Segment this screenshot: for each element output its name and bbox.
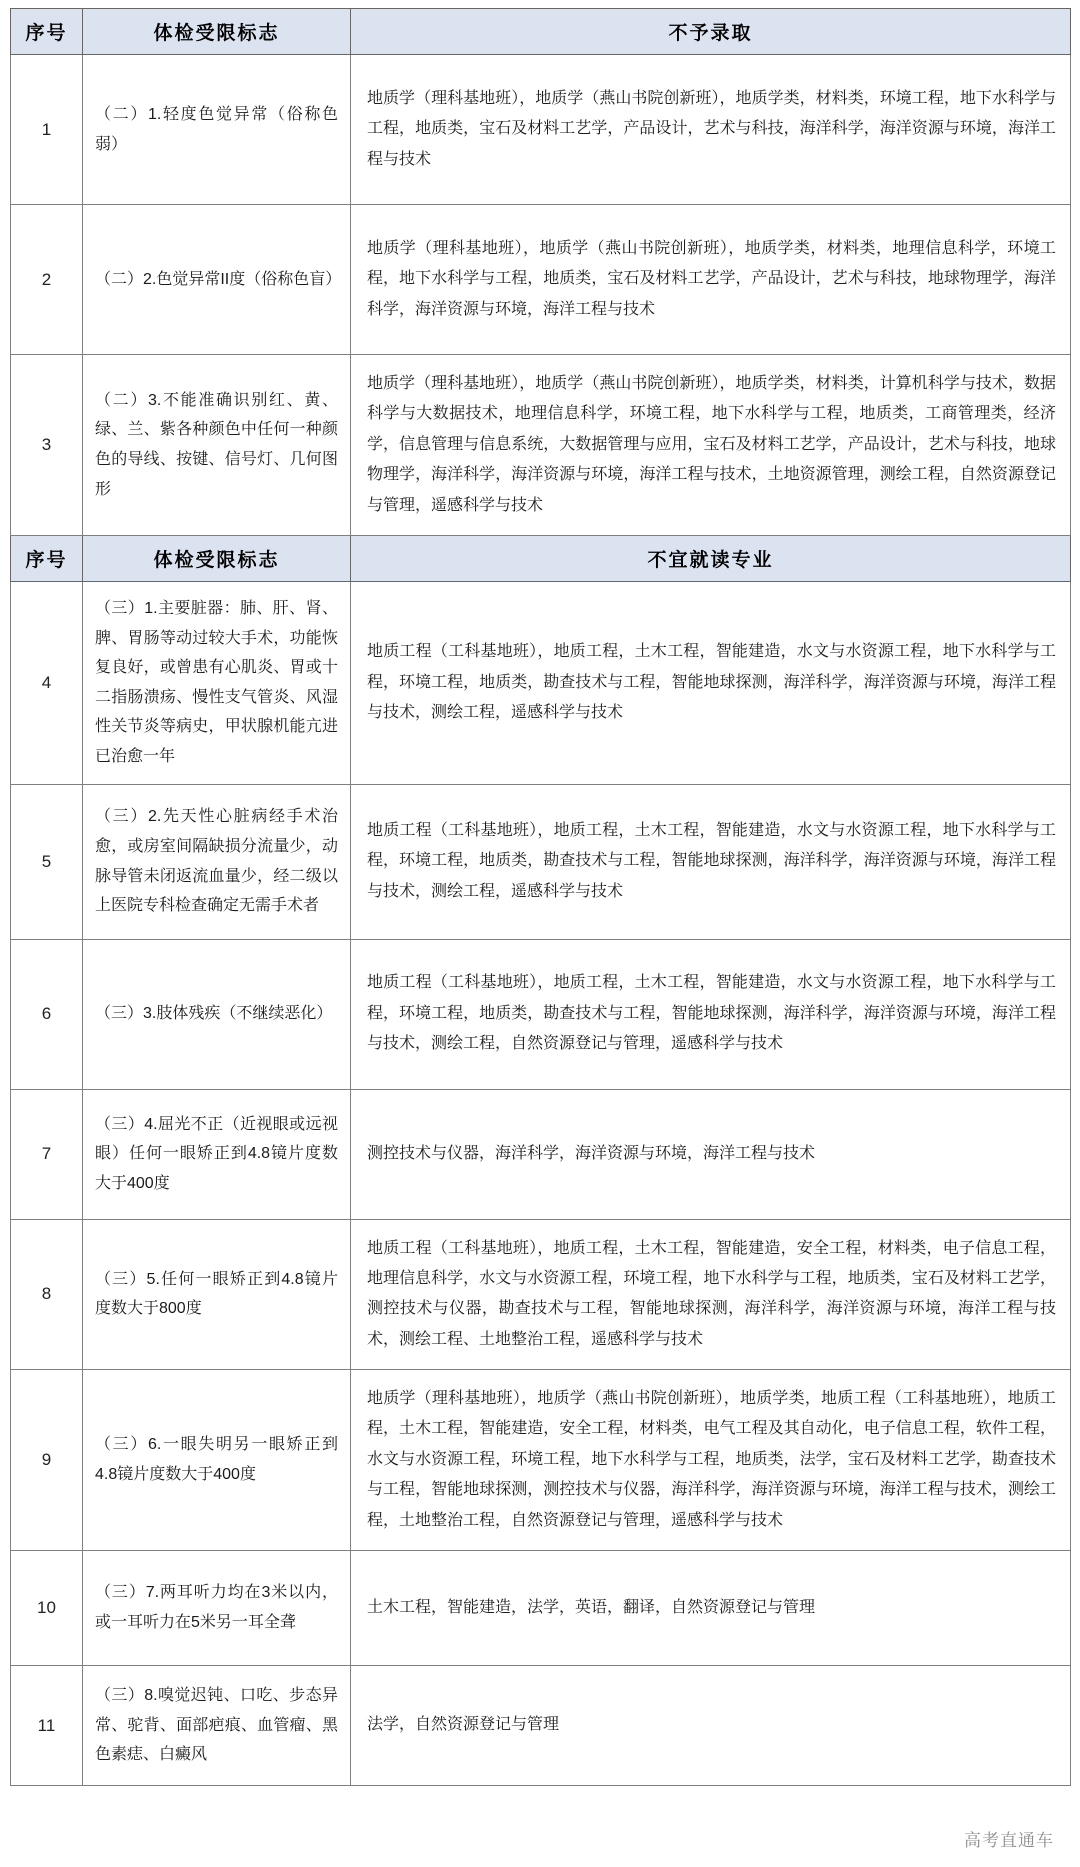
row-index: 6 <box>11 939 83 1089</box>
column-header-majors: 不予录取 <box>351 9 1071 55</box>
table-row <box>11 1370 1071 1551</box>
row-majors: 地质工程（工科基地班），地质工程，土木工程，智能建造，安全工程，材料类，电子信息工程，地理信息科学，水文与水资源工程，环境工程，地下水科学与工程，地质类，宝石及材料工艺学，测控技术与仪器，勘查技术与工程，智能地球探测，海洋科学，海洋资源与环境，海洋工程与技术，测绘工程、土地整治工程，遥感科学与技术 <box>351 1219 1071 1370</box>
row-sign: （二）3.不能准确识别红、黄、绿、兰、紫各种颜色中任何一种颜色的导线、按键、信号灯、几何图形 <box>83 355 351 536</box>
row-sign: （三）4.屈光不正（近视眼或远视眼）任何一眼矫正到4.8镜片度数大于400度 <box>83 1089 351 1219</box>
row-majors: 地质工程（工科基地班），地质工程，土木工程，智能建造，水文与水资源工程，地下水科学与工程，环境工程，地质类，勘查技术与工程，智能地球探测，海洋科学，海洋资源与环境，海洋工程与技术，测绘工程，遥感科学与技术 <box>351 581 1071 784</box>
row-index: 1 <box>11 55 83 205</box>
row-sign: （三）1.主要脏器：肺、肝、肾、脾、胃肠等动过较大手术，功能恢复良好，或曾患有心肌炎、胃或十二指肠溃疡、慢性支气管炎、风湿性关节炎等病史，甲状腺机能亢进已治愈一年 <box>83 581 351 784</box>
row-majors: 地质学（理科基地班），地质学（燕山书院创新班），地质学类，材料类，环境工程，地下水科学与工程，地质类，宝石及材料工艺学，产品设计，艺术与科技，海洋科学，海洋资源与环境，海洋工程与技术 <box>351 55 1071 205</box>
row-index: 7 <box>11 1089 83 1219</box>
table-row <box>11 581 1071 784</box>
column-header-index: 序号 <box>11 535 83 581</box>
medical-restriction-table <box>10 8 1071 1786</box>
table-row <box>11 355 1071 536</box>
row-index: 8 <box>11 1219 83 1370</box>
table-row <box>11 1666 1071 1786</box>
table-row <box>11 939 1071 1089</box>
table-row <box>11 205 1071 355</box>
column-header-sign: 体检受限标志 <box>83 535 351 581</box>
section-1-header-row <box>11 9 1071 55</box>
row-majors: 地质学（理科基地班），地质学（燕山书院创新班），地质学类，材料类，地理信息科学，环境工程，地下水科学与工程，地质类，宝石及材料工艺学，产品设计，艺术与科技，地球物理学，海洋科学，海洋资源与环境，海洋工程与技术 <box>351 205 1071 355</box>
row-majors: 土木工程，智能建造，法学，英语，翻译，自然资源登记与管理 <box>351 1551 1071 1666</box>
row-sign: （三）5.任何一眼矫正到4.8镜片度数大于800度 <box>83 1219 351 1370</box>
row-sign: （三）6.一眼失明另一眼矫正到4.8镜片度数大于400度 <box>83 1370 351 1551</box>
table-row <box>11 55 1071 205</box>
column-header-index: 序号 <box>11 9 83 55</box>
row-sign: （二）2.色觉异常II度（俗称色盲） <box>83 205 351 355</box>
row-index: 11 <box>11 1666 83 1786</box>
row-majors: 地质学（理科基地班），地质学（燕山书院创新班），地质学类，材料类，计算机科学与技术，数据科学与大数据技术，地理信息科学，环境工程，地下水科学与工程，地质类，工商管理类，经济学，信息管理与信息系统，大数据管理与应用，宝石及材料工艺学，产品设计，艺术与科技，地球物理学，海洋科学，海洋资源与环境，海洋工程与技术，土地资源管理，测绘工程，自然资源登记与管理，遥感科学与技术 <box>351 355 1071 536</box>
column-header-majors: 不宜就读专业 <box>351 535 1071 581</box>
row-majors: 地质工程（工科基地班），地质工程，土木工程，智能建造，水文与水资源工程，地下水科学与工程，环境工程，地质类，勘查技术与工程，智能地球探测，海洋科学，海洋资源与环境，海洋工程与技术，测绘工程，自然资源登记与管理，遥感科学与技术 <box>351 939 1071 1089</box>
watermark-label: 高考直通车 <box>964 1831 1054 1850</box>
column-header-sign: 体检受限标志 <box>83 9 351 55</box>
row-index: 10 <box>11 1551 83 1666</box>
table-row <box>11 1551 1071 1666</box>
table-row <box>11 784 1071 939</box>
row-sign: （三）3.肢体残疾（不继续恶化） <box>83 939 351 1089</box>
row-index: 5 <box>11 784 83 939</box>
row-majors: 测控技术与仪器，海洋科学，海洋资源与环境，海洋工程与技术 <box>351 1089 1071 1219</box>
row-sign: （三）8.嗅觉迟钝、口吃、步态异常、驼背、面部疤痕、血管瘤、黑色素痣、白癜风 <box>83 1666 351 1786</box>
row-majors: 法学，自然资源登记与管理 <box>351 1666 1071 1786</box>
row-index: 9 <box>11 1370 83 1551</box>
table-row <box>11 1089 1071 1219</box>
row-sign: （三）7.两耳听力均在3米以内，或一耳听力在5米另一耳全聋 <box>83 1551 351 1666</box>
row-majors: 地质工程（工科基地班），地质工程，土木工程，智能建造，水文与水资源工程，地下水科学与工程，环境工程，地质类，勘查技术与工程，智能地球探测，海洋科学，海洋资源与环境，海洋工程与技术，测绘工程，遥感科学与技术 <box>351 784 1071 939</box>
row-sign: （二）1.轻度色觉异常（俗称色弱） <box>83 55 351 205</box>
row-majors: 地质学（理科基地班），地质学（燕山书院创新班），地质学类，地质工程（工科基地班），地质工程，土木工程，智能建造，安全工程，材料类，电气工程及其自动化，电子信息工程，软件工程，水文与水资源工程，环境工程，地下水科学与工程，地质类，法学，宝石及材料工艺学，勘查技术与工程，智能地球探测，测控技术与仪器，海洋科学，海洋资源与环境，海洋工程与技术，测绘工程，土地整治工程，自然资源登记与管理，遥感科学与技术 <box>351 1370 1071 1551</box>
row-index: 2 <box>11 205 83 355</box>
row-index: 3 <box>11 355 83 536</box>
section-2-header-row <box>11 535 1071 581</box>
table-row <box>11 1219 1071 1370</box>
row-sign: （三）2.先天性心脏病经手术治愈，或房室间隔缺损分流量少，动脉导管未闭返流血量少，经二级以上医院专科检查确定无需手术者 <box>83 784 351 939</box>
row-index: 4 <box>11 581 83 784</box>
